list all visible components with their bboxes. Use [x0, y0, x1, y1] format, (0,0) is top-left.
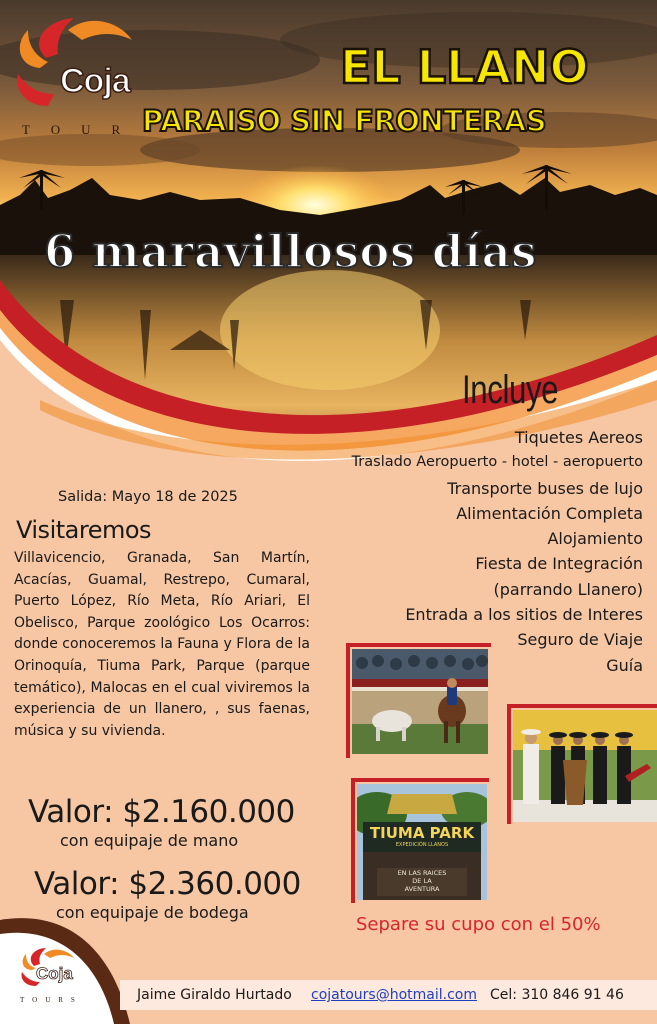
- tiuma-sign-subtitle: EXPEDICIÓN LLANOS: [395, 842, 449, 848]
- footer-logo-name: Coja: [36, 964, 73, 983]
- includes-list: [313, 425, 643, 678]
- includes-heading: Incluye: [462, 368, 559, 412]
- list-item: Alimentación Completa: [456, 503, 643, 523]
- contact-name: Jaime Giraldo Hurtado: [137, 987, 292, 1003]
- list-item: Traslado Aeropuerto - hotel - aeropuerto: [351, 454, 643, 471]
- price-checked-bag-note: con equipaje de bodega: [56, 903, 249, 922]
- itinerary-heading: Visitaremos: [16, 516, 152, 544]
- list-item: Fiesta de Integración: [475, 554, 643, 574]
- tiuma-sign-line: EN LAS RAICES: [397, 869, 447, 877]
- departure-date: Salida: Mayo 18 de 2025: [58, 489, 238, 505]
- footer-logo-tagline: TOURS: [20, 996, 83, 1004]
- list-item: Entrada a los sitios de Interes: [405, 605, 643, 625]
- contact-phone: Cel: 310 846 91 46: [490, 987, 624, 1003]
- coja-tour-logo: [8, 10, 148, 135]
- list-item: Seguro de Viaje: [517, 630, 643, 650]
- coleo-rodeo-photo: [352, 649, 488, 754]
- logo-brand-name: Coja: [60, 62, 130, 100]
- list-item: (parrando Llanero): [493, 579, 643, 599]
- tiuma-sign-caption: [377, 869, 467, 893]
- poster-subtitle: PARAISO SIN FRONTERAS: [142, 104, 547, 138]
- list-item: Tiquetes Aereos: [514, 428, 643, 447]
- list-item: Alojamiento: [547, 529, 643, 549]
- price-carry-on: Valor: $2.160.000: [28, 794, 295, 830]
- logo-tagline: TOUR: [22, 122, 142, 137]
- list-item: Transporte buses de lujo: [447, 478, 643, 498]
- price-checked-bag: Valor: $2.360.000: [34, 866, 301, 902]
- reservation-notice: Separe su cupo con el 50%: [356, 914, 601, 935]
- contact-email-link[interactable]: cojatours@hotmail.com: [311, 987, 477, 1003]
- itinerary-text: Villavicencio, Granada, San Martín, Acacías, Guamal, Restrepo, Cumaral, Puerto López, Río Meta, Río Ariari, El Obelisco, Parque zoológico Los Ocarros: donde conoceremos la Fauna y Flora de la Orinoquía, Tiuma Park, Parque (parque temático), Malocas en el cual viviremos la experiencia de un llanero, , sus faenas, música y su vivienda.: [14, 550, 310, 739]
- tour-duration-heading: 6 maravillosos días: [44, 225, 537, 278]
- tiuma-sign-title: TIUMA PARK: [369, 824, 475, 842]
- tiuma-park-photo: [357, 784, 487, 900]
- poster-title: EL LLANO: [340, 40, 589, 94]
- price-carry-on-note: con equipaje de mano: [60, 831, 239, 850]
- tiuma-sign-line: AVENTURA: [404, 885, 440, 893]
- llanero-musicians-photo: [513, 710, 657, 822]
- list-item: Guía: [606, 655, 643, 675]
- coja-tours-logo-footer: [14, 944, 104, 1014]
- tiuma-sign-line: DE LA: [412, 877, 432, 885]
